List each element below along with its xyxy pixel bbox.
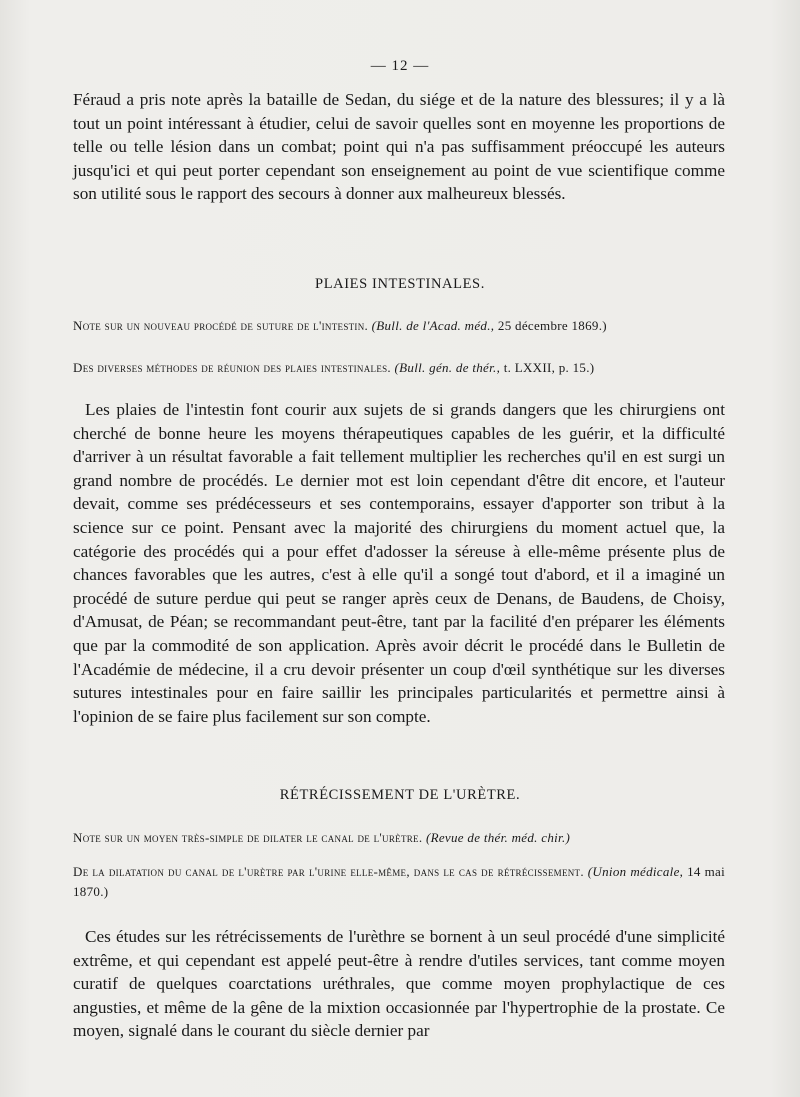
section2-ref1 (73, 828, 725, 848)
reference-line (73, 316, 725, 336)
reference-line (73, 358, 725, 378)
section2-body (73, 925, 725, 1043)
reference-line (73, 828, 725, 848)
reference-source: (Revue de thér. méd. chir.) (425, 830, 571, 845)
section1-ref1 (73, 316, 725, 336)
section1-ref2 (73, 358, 725, 378)
section2-ref2 (73, 862, 725, 902)
section1-paragraph: Les plaies de l'intestin font courir aux sujets de si grands dangers que les chirurgiens ont cherché de bonne heure les moyens thérapeutiques capables de les guérir, et la difficulté d'arriver à un résultat favorable a fait tellement multiplier les recherches qu'il en est surgi un grand nombre de procédés. Le dernier mot est loin cependant d'être dit encore, et l'auteur devait, comme ses prédécesseurs et ses contemporains, essayer d'apporter son tribut à la science sur ce point. Pensant avec la majorité des chirurgiens du moment actuel que, la catégorie des procédés qui a pour effet d'adosser la séreuse à elle-même présente plus de chances favorables que les autres, c'est à elle qu'il a songé tout d'abord, et il a imaginé un procédé de suture perdue qui peut se ranger après ceux de Denans, de Baudens, de Choisy, d'Amusat, de Péan; se recommandant peut-être, tant par la facilité d'en préparer les éléments que par la commodité de son application. Après avoir décrit le procédé dans le Bulletin de l'Académie de médecine, il a cru devoir présenter un coup d'œil synthétique sur les diverses sutures intestinales pour en faire saillir les principales particularités et permettre ainsi à l'opinion de se faire plus facilement sur son compte. (73, 400, 725, 726)
reference-title: Des diverses méthodes de réunion des plaies intestinales. (73, 360, 391, 375)
reference-title: Note sur un moyen très-simple de dilater le canal de l'urètre. (73, 830, 423, 845)
reference-source: (Bull. gén. de thér., (394, 360, 501, 375)
section-heading-plaies: PLAIES INTESTINALES. (315, 276, 485, 292)
reference-title: De la dilatation du canal de l'urètre par l'urine elle-même, dans le cas de rétrécissement. (73, 864, 584, 879)
section2-paragraph: Ces études sur les rétrécissements de l'urèthre se bornent à un seul procédé d'une simplicité extrême, et qui cependant est appelé peut-être à rendre d'utiles services, tant comme moyen curatif de quelques coarctations uréthrales, que comme moyen prophylactique de ces angusties, et même de la gêne de la mixtion occasionnée par l'hypertrophie de la prostate. Ce moyen, signalé dans le courant du siècle dernier par (73, 927, 725, 1041)
intro-paragraph: Féraud a pris note après la bataille de Sedan, du siége et de la nature des blessures; il y a là tout un point intéressant à étudier, celui de savoir quelles sont en moyenne les proportions de telle ou telle lésion dans un combat; point qui n'a pas suffisamment préoccupé les auteurs jusqu'ici et qui peut porter cependant son enseignement au point de vue scientifique comme son utilité sous le rapport des secours à donner aux malheureux blessés. (73, 90, 725, 204)
section-heading-uretre: RÉTRÉCISSEMENT DE L'URÈTRE. (279, 787, 521, 803)
reference-line (73, 862, 725, 902)
page-number: — 12 — (370, 58, 430, 74)
reference-source: (Union médicale, (587, 864, 684, 879)
section1-body (73, 398, 725, 728)
reference-title: Note sur un nouveau procédé de suture de l'intestin. (73, 318, 369, 333)
reference-date: 14 mai 1870.) (73, 864, 725, 899)
reference-volume: t. LXXII, p. 15.) (503, 360, 595, 375)
intro-block (73, 88, 725, 206)
reference-date: 25 décembre 1869.) (497, 318, 607, 333)
reference-source: (Bull. de l'Acad. méd., (371, 318, 495, 333)
